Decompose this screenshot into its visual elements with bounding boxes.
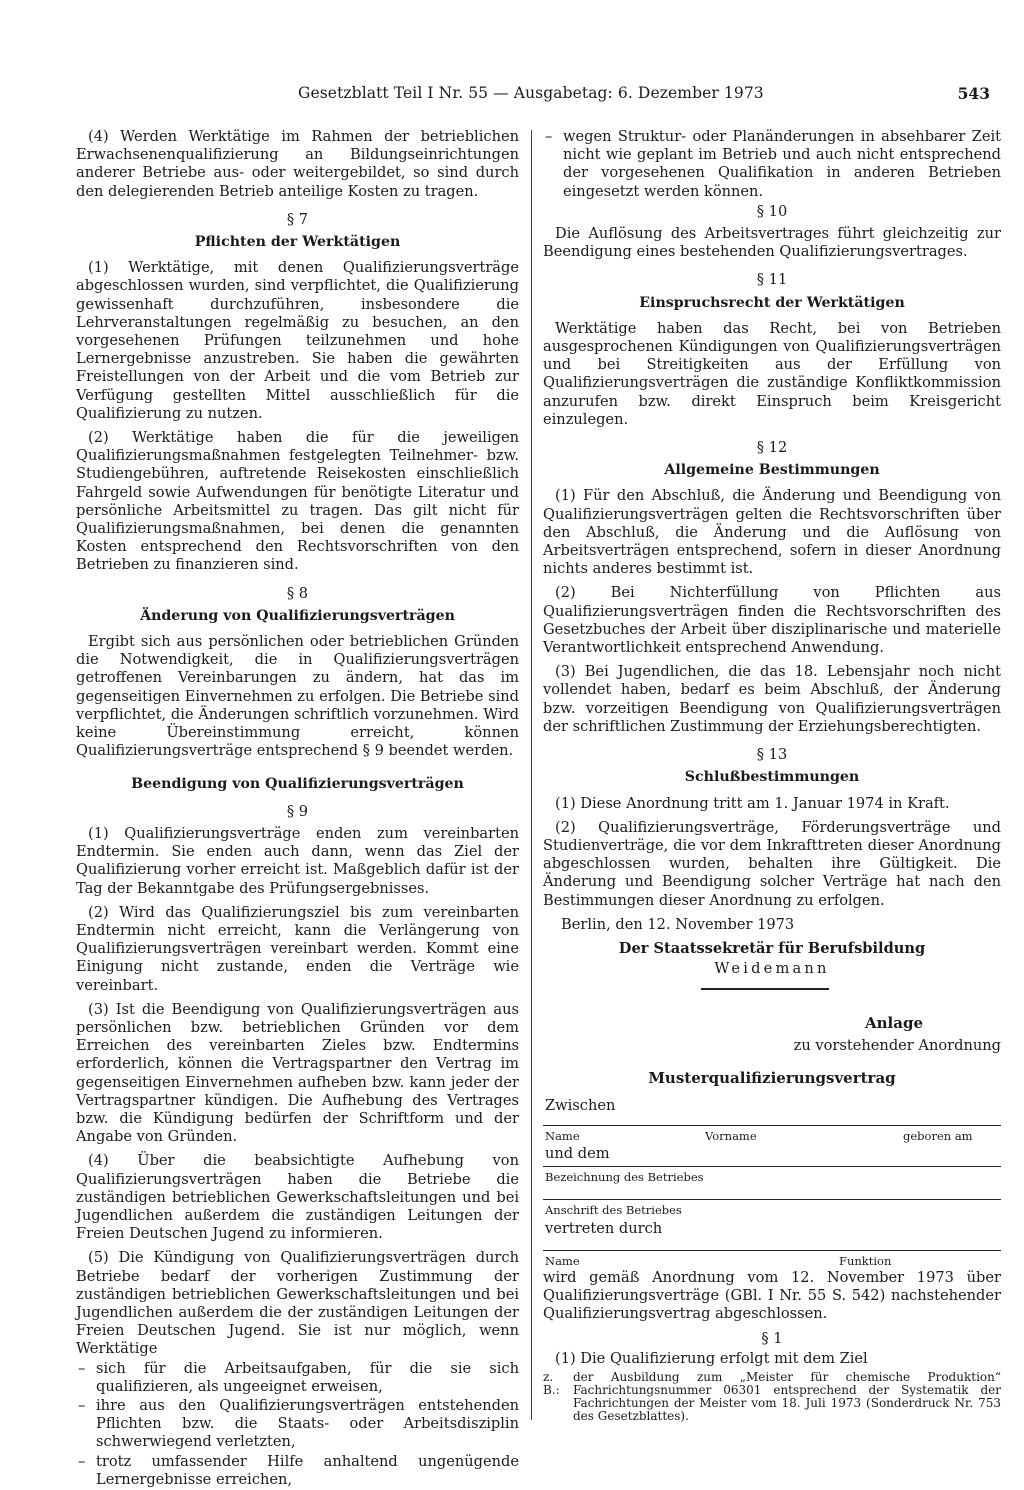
section-8-heading: § 8 <box>286 584 309 602</box>
section-11-heading: § 11 <box>756 271 788 289</box>
section-7-title: Pflichten der Werktätigen <box>194 234 401 251</box>
form-caption-row <box>543 1167 1001 1185</box>
paragraph-13-1: (1) Diese Anordnung tritt am 1. Januar 1974 in Kraft. <box>555 794 950 812</box>
caption-rep-name: Name <box>545 1253 580 1268</box>
part-title: Beendigung von Qualifizierungsverträgen <box>131 775 464 792</box>
signer-title: Der Staatssekretär für Berufsbildung <box>618 939 926 957</box>
paragraph-12-3: (3) Bei Jugendlichen, die das 18. Lebensjahr noch nicht vollendet haben, bedarf es beim Abschluß, der Änderung bzw. vorzeitigen Beendigung von Qualifizierungsverträgen der schriftlichen Zustimmung der Erziehungsberechtigten. <box>543 663 1001 735</box>
section-9-heading: § 9 <box>286 802 309 820</box>
annex-title: Anlage <box>865 1014 923 1033</box>
termination-conditions-list <box>76 1360 519 1489</box>
form-and-label: und dem <box>545 1144 610 1162</box>
section-7-heading: § 7 <box>286 210 309 228</box>
signature-rule <box>701 988 829 990</box>
caption-company-name: Bezeichnung des Betriebes <box>545 1169 704 1184</box>
termination-conditions-list-continued <box>543 128 1001 201</box>
paragraph-7-2: (2) Werktätige haben die für die jeweiligen Qualifizierungsmaßnahmen festgelegten Teilnehmer- bzw. Studiengebühren, auftretende Reisekosten einschließlich Fahrgeld sowie Aufwendungen für benötigte Literatur und persönliche Arbeitsmittel zu tragen. Das gilt nicht für Qualifizierungsmaßnahmen, bei denen die genannten Kosten entsprechend den Rechtsvorschriften von den Betrieben zu finanzieren sind. <box>76 429 519 574</box>
form-title: Musterqualifizierungsvertrag <box>648 1068 896 1087</box>
paragraph-13-2: (2) Qualifizierungsverträge, Förderungsverträge und Studienverträge, die vor dem Inkrafttreten dieser Anordnung abgeschlossen wurden, behalten ihre Gültigkeit. Die Änderung und Beendigung solcher Verträge hat nach den Bestimmungen dieser Anordnung zu erfolgen. <box>543 818 1001 909</box>
paragraph-12-2: (2) Bei Nichterfüllung von Pflichten aus Qualifizierungsverträgen finden die Rechtsvorschriften des Gesetzbuches der Arbeit über disziplinarische und materielle Verantwortlichkeit entsprechend Anwendung. <box>543 584 1001 657</box>
left-column <box>76 128 519 1490</box>
list-item: – sich für die Arbeitsaufgaben, für die sie sich qualifizieren, als ungeeignet erweisen, <box>76 1360 519 1396</box>
form-caption-row <box>543 1200 1001 1218</box>
paragraph-7-1: (1) Werktätige, mit denen Qualifizierungsverträge abgeschlossen wurden, sind verpflichtet, die Qualifizierung gewissenhaft durchzuführen, insbesondere die Lehrveranstaltungen regelmäßig zu besuchen, an den vorgesehenen Prüfungen teilzunehmen und hohe Lernergebnisse anzustreben. Sie haben die gewährten Freistellungen von der Arbeit und die vom Betrieb zur Verfügung gestellten Mittel ausschließlich für die Qualifizierung zu nutzen. <box>76 259 519 422</box>
form-caption-row <box>543 1126 1001 1144</box>
paragraph-9-1: (1) Qualifizierungsverträge enden zum vereinbarten Endtermin. Sie enden auch dann, wenn das Ziel der Qualifizierung vorher erreicht ist. Maßgeblich dafür ist der Tag der Bekanntgabe des Prüfungsergebnisses. <box>76 824 519 897</box>
section-11-title: Einspruchsrecht der Werktätigen <box>639 294 905 311</box>
caption-company-address: Anschrift des Betriebes <box>545 1202 682 1217</box>
form-represented-label: vertreten durch <box>545 1219 663 1237</box>
caption-function: Funktion <box>839 1253 892 1268</box>
section-12-heading: § 12 <box>756 439 788 457</box>
form-line-party <box>543 1095 1001 1125</box>
annex-subtitle: zu vorstehender Anordnung <box>793 1036 1001 1054</box>
caption-name: Name <box>545 1128 580 1143</box>
paragraph-6-4: (4) Werden Werktätige im Rahmen der betrieblichen Erwachsenenqualifizierung an Bildungseinrichtungen anderer Betriebe aus- oder weitergebildet, so sind durch den delegierenden Betrieb anteilige Kosten zu tragen. <box>76 128 519 200</box>
list-item: – ihre aus den Qualifizierungsverträgen entstehenden Pflichten bzw. die Staats- oder Arbeitsdisziplin schwerwiegend verletzten, <box>76 1397 519 1452</box>
place-and-date: Berlin, den 12. November 1973 <box>561 915 795 933</box>
page-number: 543 <box>957 84 990 103</box>
example-text: der Ausbildung zum „Meister für chemische Produktion“ Fachrichtungsnummer 06301 entsprechend der Systematik der Fachrichtungen der Meister vom 18. Juli 1973 (Sonderdruck Nr. 753 des Gesetzblattes). <box>573 1369 1001 1423</box>
form-caption-row <box>543 1251 1001 1269</box>
form-example <box>543 1371 1001 1423</box>
form-line-representative <box>543 1218 1001 1242</box>
list-item: – wegen Struktur- oder Planänderungen in absehbarer Zeit nicht wie geplant im Betrieb und auch nicht entsprechend der vorgesehenen Qualifikation in anderen Betrieben eingesetzt werden können. <box>543 128 1001 201</box>
list-item: – trotz umfassender Hilfe anhaltend ungenügende Lernergebnisse erreichen, <box>76 1453 519 1489</box>
signer-name: Weidemann <box>714 960 830 978</box>
header-title: Gesetzblatt Teil I Nr. 55 — Ausgabetag: 6. Dezember 1973 <box>298 84 764 102</box>
section-13-title: Schlußbestimmungen <box>684 769 860 786</box>
form-paragraph-1-1: (1) Die Qualifizierung erfolgt mit dem Ziel <box>555 1349 868 1367</box>
section-8-title: Änderung von Qualifizierungsverträgen <box>140 607 455 624</box>
page-header <box>60 84 990 108</box>
form-between-label: Zwischen <box>545 1096 616 1114</box>
paragraph-9-4: (4) Über die beabsichtigte Aufhebung von Qualifizierungsverträgen haben die Betriebe die zuständigen betrieblichen Gewerkschaftsleitungen und bei Jugendlichen außerdem die zuständigen Leitungen der Freien Deutschen Jugend zu informieren. <box>76 1152 519 1243</box>
paragraph-9-5: (5) Die Kündigung von Qualifizierungsverträgen durch Betriebe bedarf der vorherigen Zustimmung der zuständigen betrieblichen Gewerkschaftsleitungen und bei Jugendlichen außerdem die der zuständigen Leitungen der Freien Deutschen Jugend. Sie ist nur möglich, wenn Werktätige <box>76 1249 519 1358</box>
paragraph-9-3: (3) Ist die Beendigung von Qualifizierungsverträgen aus persönlichen bzw. betrieblichen Gründen vor dem Erreichen des vereinbarten Zieles bzw. Endtermins erforderlich, können die Vertragspartner den Vertrag im gegenseitigen Einvernehmen aufheben bzw. kann jeder der Vertragspartner kündigen. Die Aufhebung des Vertrages bzw. die Kündigung bedürfen der Schriftform und der Angabe von Gründen. <box>76 1000 519 1146</box>
section-13-heading: § 13 <box>756 746 788 764</box>
paragraph-9-2: (2) Wird das Qualifizierungsziel bis zum vereinbarten Endtermin nicht erreicht, kann die Verlängerung von Qualifizierungsverträgen vereinbart werden. Kommt eine Einigung nicht zustande, enden die Verträge wie vereinbart. <box>76 903 519 994</box>
caption-born: geboren am <box>903 1128 973 1143</box>
form-section-1-heading: § 1 <box>761 1329 783 1347</box>
example-label: z. B.: <box>543 1369 560 1397</box>
caption-first-name: Vorname <box>705 1128 757 1143</box>
form-text: wird gemäß Anordnung vom 12. November 1973 über Qualifizierungsverträge (GBl. I Nr. 55 S. 542) nachstehender Qualifizierungsvertrag abgeschlossen. <box>543 1268 1001 1323</box>
section-10-heading: § 10 <box>756 202 788 220</box>
paragraph-12-1: (1) Für den Abschluß, die Änderung und Beendigung von Qualifizierungsverträgen gelten die Rechtsvorschriften über den Abschluß, die Änderung und die Auflösung von Arbeitsverträgen entsprechend, sofern in dieser Anordnung nichts anderes bestimmt ist. <box>543 487 1001 578</box>
column-divider <box>531 130 532 1420</box>
right-column <box>543 128 1001 1423</box>
section-12-title: Allgemeine Bestimmungen <box>664 462 880 479</box>
form-line-company <box>543 1144 1001 1166</box>
paragraph-10: Die Auflösung des Arbeitsvertrages führt gleichzeitig zur Beendigung eines bestehenden Qualifizierungsvertrages. <box>543 225 1001 261</box>
paragraph-11: Werktätige haben das Recht, bei von Betrieben ausgesprochenen Kündigungen von Qualifizierungsverträgen und bei Streitigkeiten aus der Erfüllung von Qualifizierungsverträgen die zuständige Konfliktkommission anzurufen bzw. direkt Einspruch beim Kreisgericht einzulegen. <box>543 319 1001 428</box>
paragraph-8: Ergibt sich aus persönlichen oder betrieblichen Gründen die Notwendigkeit, die in Qualifizierungsverträgen getroffenen Vereinbarungen zu ändern, hat das im gegenseitigen Einvernehmen zu erfolgen. Die Betriebe sind verpflichtet, die Änderungen schriftlich vorzunehmen. Wird keine Übereinstimmung erreicht, können Qualifizierungsverträge entsprechend § 9 beendet werden. <box>76 633 519 760</box>
